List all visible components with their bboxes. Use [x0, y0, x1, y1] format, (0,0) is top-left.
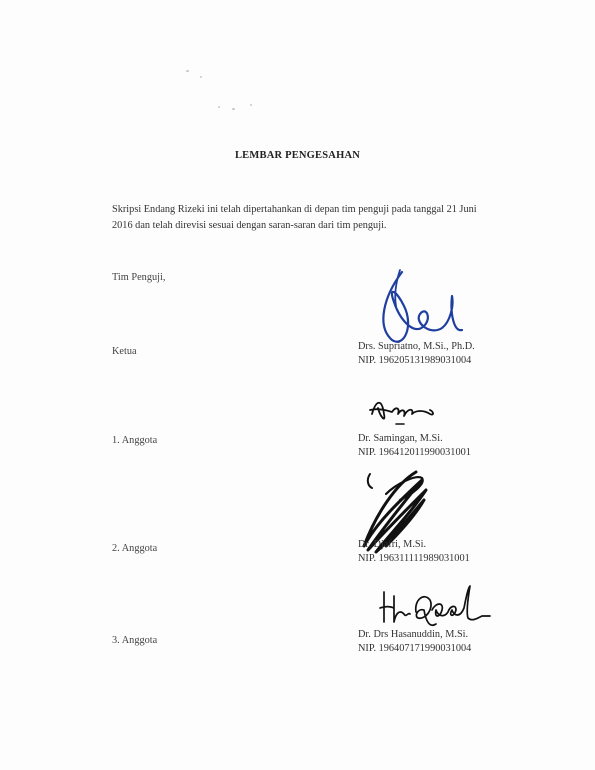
scan-speck	[200, 76, 202, 78]
examiner-nip: NIP. 196407171990031004	[358, 643, 472, 654]
signature-ketua	[374, 266, 474, 348]
handwritten-signature-icon	[378, 578, 494, 634]
handwritten-signature-icon	[374, 266, 474, 348]
examiner-ketua	[358, 340, 475, 368]
role-label-ketua: Ketua	[112, 346, 137, 357]
examiner-nip: NIP. 196311111989031001	[358, 553, 470, 564]
scan-speck	[218, 106, 220, 108]
scan-speck	[186, 70, 189, 72]
examiner-anggota-2	[358, 538, 470, 566]
team-label: Tim Penguji,	[112, 272, 166, 283]
signature-anggota-1	[368, 394, 440, 430]
scan-speck	[250, 104, 252, 106]
role-label-anggota-1: 1. Anggota	[112, 435, 158, 446]
intro-paragraph	[112, 202, 552, 234]
examiner-anggota-1	[358, 432, 471, 460]
role-label-anggota-2: 2. Anggota	[112, 543, 158, 554]
examiner-nip: NIP. 196205131989031004	[358, 355, 472, 366]
document-title: LEMBAR PENGESAHAN	[234, 150, 361, 161]
intro-line-1: Skripsi Endang Rizeki ini telah dipertahankan di depan tim penguji pada tanggal 21 Juni	[112, 204, 477, 215]
examiner-name: Dr. Samingan, M.Si.	[358, 433, 443, 444]
signature-anggota-3	[378, 578, 494, 634]
handwritten-signature-icon	[368, 394, 440, 430]
examiner-name: Dr. Djafri, M.Si.	[358, 539, 427, 550]
examiner-anggota-3	[358, 628, 471, 656]
intro-line-2: 2016 dan telah direvisi sesuai dengan saran-saran dari tim penguji.	[112, 220, 387, 231]
scan-speck	[232, 108, 235, 110]
examiner-name: Drs. Supriatno, M.Si., Ph.D.	[358, 341, 475, 352]
role-label-anggota-3: 3. Anggota	[112, 635, 158, 646]
examiner-name: Dr. Drs Hasanuddin, M.Si.	[358, 629, 469, 640]
examiner-nip: NIP. 196412011990031001	[358, 447, 471, 458]
